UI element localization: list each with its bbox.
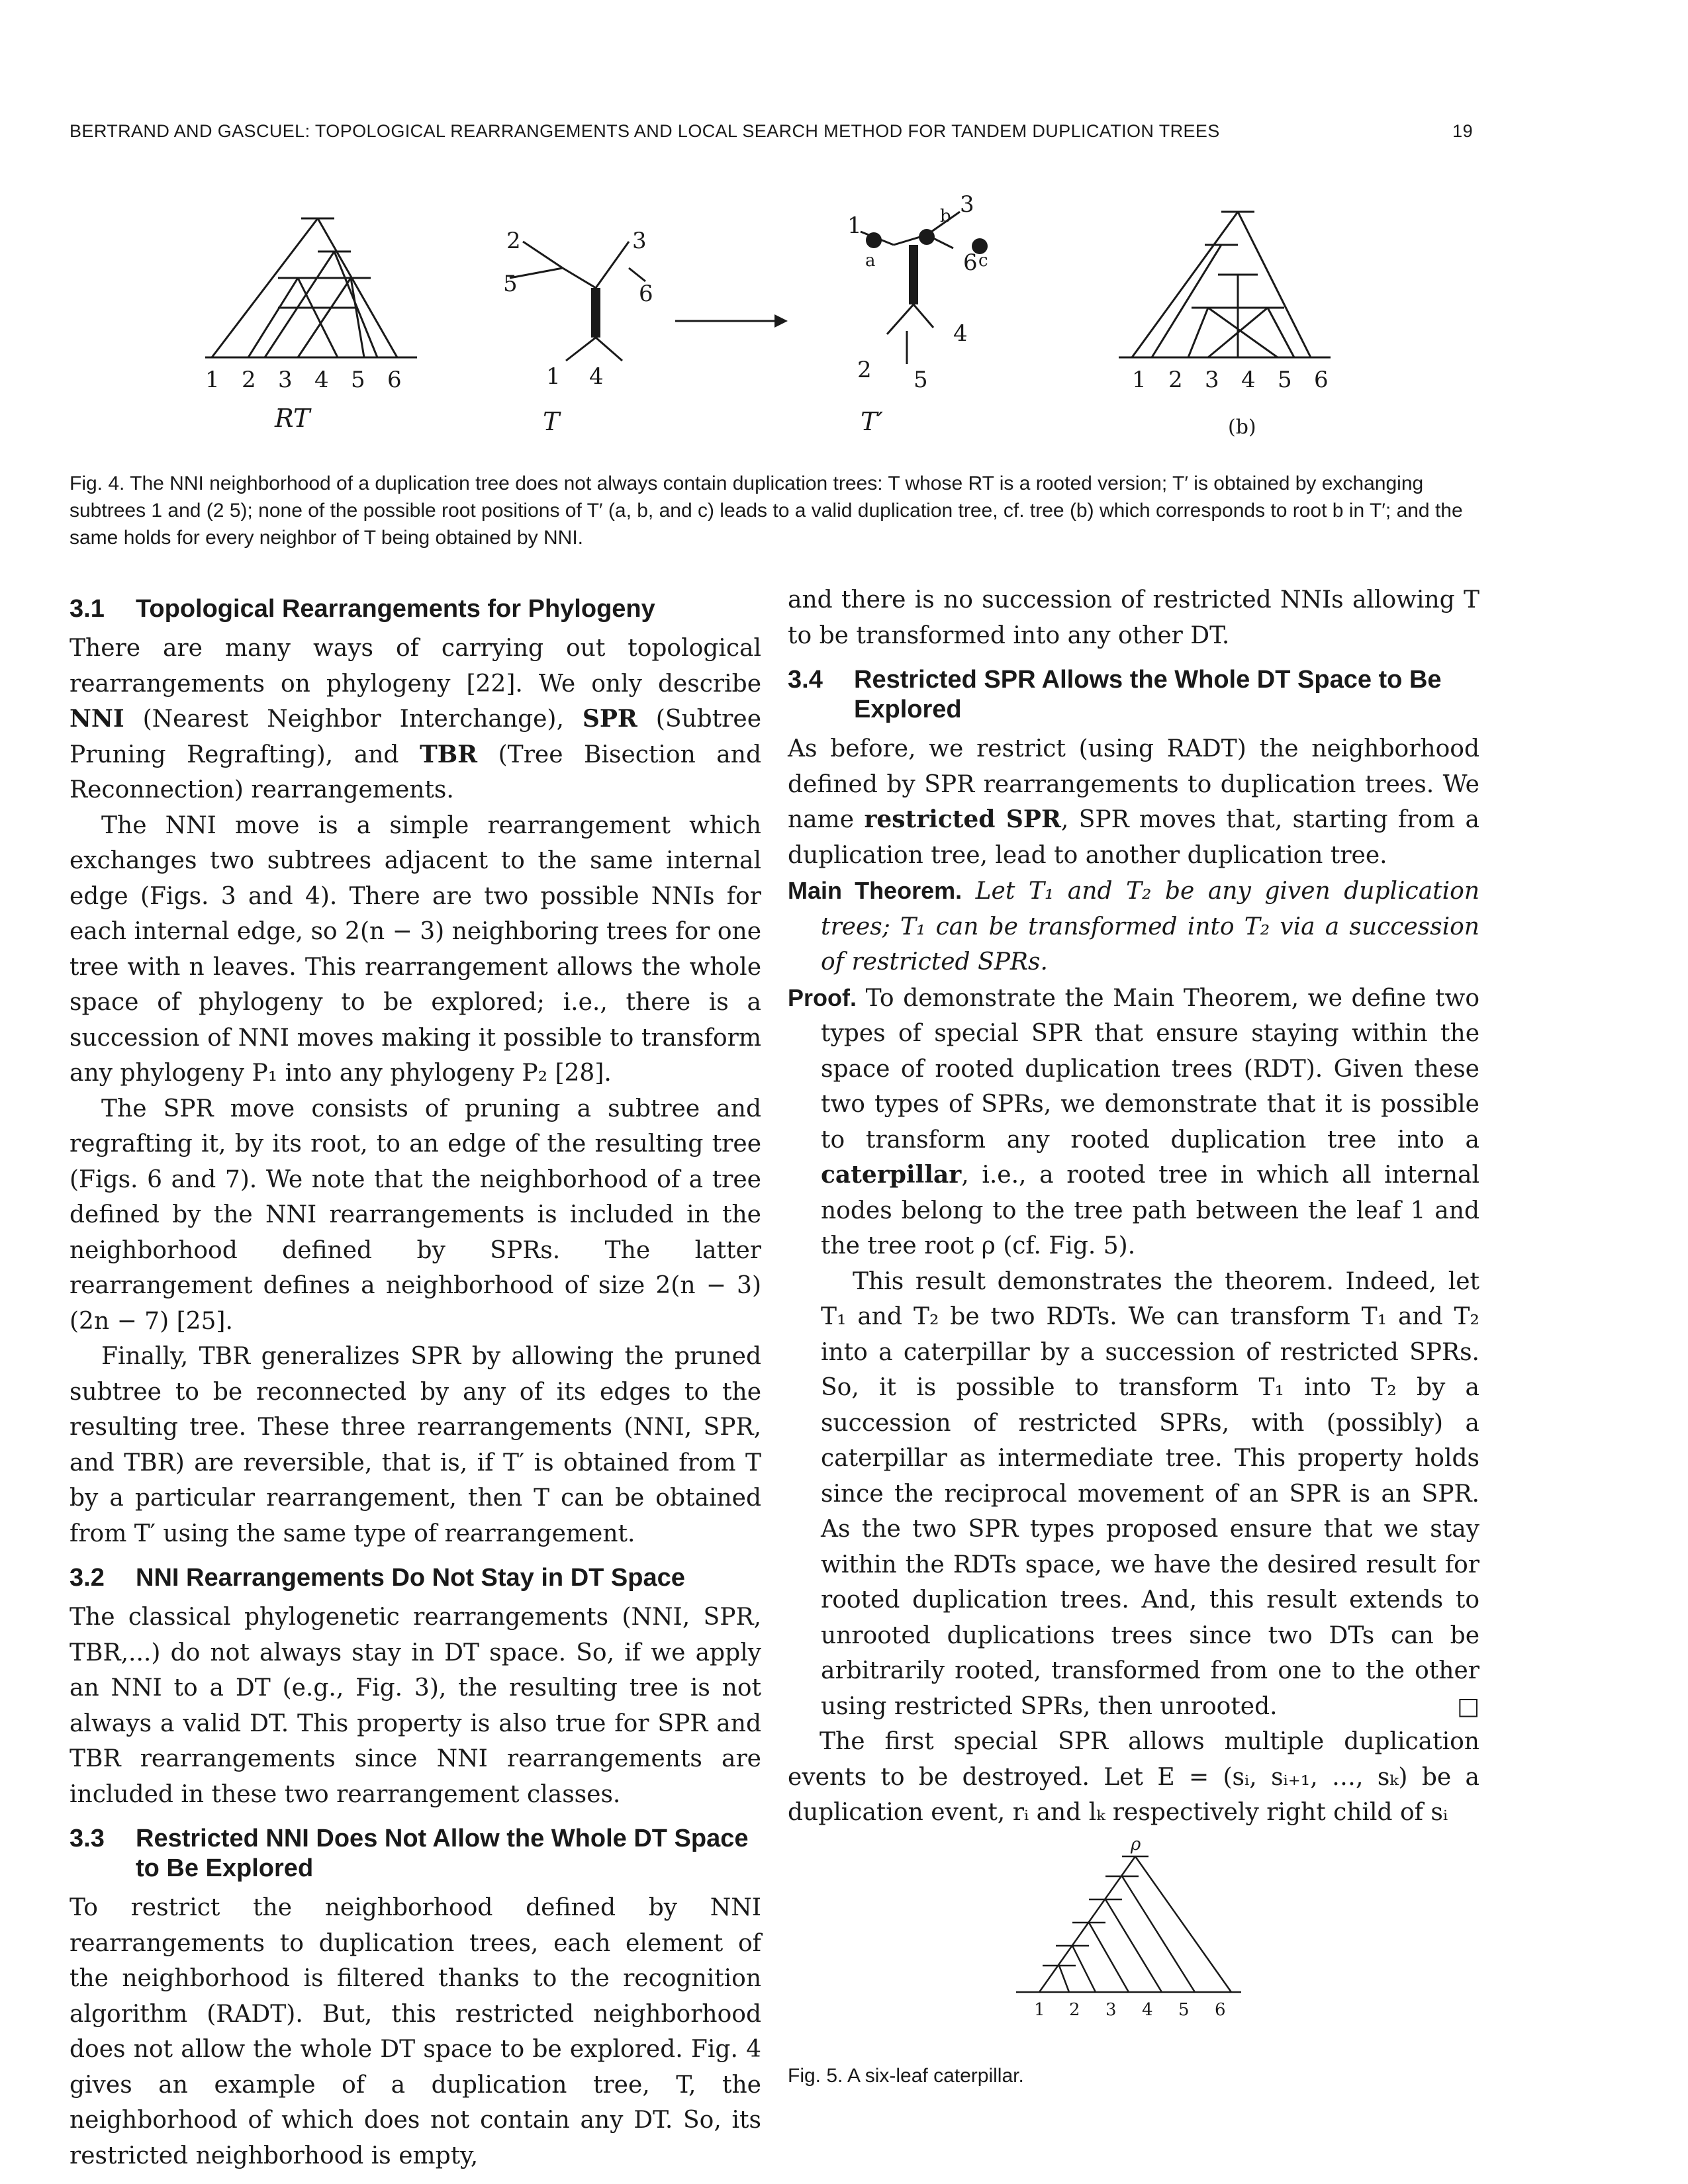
f5-leaf-3: 3 — [1105, 2000, 1117, 2020]
t-label: T — [543, 407, 560, 436]
paragraph-3: The SPR move consists of pruning a subtree and regrafting it, by its root, to an edge of the resulting tree (Figs. 6 and 7). We note that the neighborhood of a tree defined by the NNI rearrangements is included in the neighborhood defined by SPRs. The latter rearrangement defines a neighborhood of size 2(n − 3)(2n − 7) [25]. — [70, 1095, 761, 1335]
running-title: BERTRAND AND GASCUEL: TOPOLOGICAL REARRANGEMENTS AND LOCAL SEARCH METHOD FOR TANDEM DUPLICATION TREES — [70, 121, 1220, 141]
tp-leaf-3: 3 — [960, 192, 974, 218]
t-leaf-4: 4 — [589, 363, 604, 390]
rt-leaf-4: 4 — [314, 367, 329, 393]
f5-leaf-5: 5 — [1178, 2000, 1190, 2020]
main-theorem: Main Theorem. Let T₁ and T₂ be any given duplication trees; T₁ can be transformed into T₂ via a succession of restricted SPRs. — [788, 877, 1480, 976]
rt-leaf-3: 3 — [278, 367, 293, 393]
t-leaf-5: 5 — [503, 271, 518, 297]
tprime-label: T′ — [861, 407, 883, 436]
paragraph-10: The first special SPR allows multiple duplication events to be destroyed. Let E = (sᵢ, sᵢ₊₁, …, sₖ) be a duplication event, rᵢ and lₖ respectively right child of sᵢ — [788, 1728, 1479, 1826]
f5-leaf-2: 2 — [1069, 2000, 1080, 2020]
rt-leaf-2: 2 — [242, 367, 256, 393]
rt-leaf-5: 5 — [351, 367, 365, 393]
b-leaf-2: 2 — [1168, 367, 1183, 393]
section-3-4-heading: 3.4 Restricted SPR Allows the Whole DT Space to Be Explored — [788, 666, 1442, 723]
figure-5-caption: Fig. 5. A six-leaf caterpillar. — [788, 2065, 1024, 2087]
root-a: a — [865, 251, 876, 271]
paragraph-8: As before, we restrict (using RADT) the neighborhood defined by SPR rearrangements to duplication trees. We name restricted SPR, SPR moves that, starting from a duplication tree, lead to another duplication tree. — [788, 735, 1479, 869]
t-leaf-1: 1 — [546, 363, 561, 390]
left-column — [70, 582, 761, 2173]
tp-leaf-2: 2 — [857, 357, 872, 383]
figure-4-drawing — [192, 192, 1430, 457]
b-leaf-6: 6 — [1314, 367, 1329, 393]
section-3-3-heading: 3.3 Restricted NNI Does Not Allow the Whole DT Space to Be Explored — [70, 1825, 749, 1882]
tp-leaf-1: 1 — [847, 212, 862, 239]
t-leaf-6: 6 — [639, 281, 653, 307]
paragraph-9: This result demonstrates the theorem. Indeed, let T₁ and T₂ be two RDTs. We can transform T₁ and T₂ into a caterpillar by a succession of restricted SPRs. So, it is possible to transform T₁ into T₂ by a succession of restricted SPRs, with (possibly) a caterpillar as intermediate tree. This property holds since the reciprocal movement of an SPR is an SPR. As the two SPR types proposed ensure that we stay within the RDTs space, we have the desired result for rooted duplication trees. And, this result extends to unrooted duplications trees since two DTs can be arbitrarily rooted, transformed from one to the other using restricted SPRs, then unrooted. □ — [788, 1264, 1479, 1725]
b-leaf-4: 4 — [1241, 367, 1256, 393]
running-header — [70, 121, 1473, 142]
tp-leaf-5: 5 — [914, 367, 928, 393]
tp-leaf-4: 4 — [953, 320, 968, 347]
f5-leaf-1: 1 — [1034, 2000, 1045, 2020]
paragraph-5: The classical phylogenetic rearrangements (NNI, SPR, TBR,...) do not always stay in DT space. So, if we apply an NNI to a DT (e.g., Fig. 3), the resulting tree is not always a valid DT. This property is also true for SPR and TBR rearrangements since NNI rearrangements are included in these two rearrangement classes. — [70, 1604, 761, 1808]
section-3-2-heading: 3.2 NNI Rearrangements Do Not Stay in DT Space — [70, 1564, 685, 1592]
rt-leaf-6: 6 — [387, 367, 402, 393]
qed-symbol: □ — [1456, 1692, 1479, 1720]
paragraph-4: Finally, TBR generalizes SPR by allowing the pruned subtree to be reconnected by any of its edges to the resulting tree. These three rearrangements (NNI, SPR, and TBR) are reversible, that is, if T′ is obtained from T by a particular rearrangement, then T can be obtained from T′ using the same type of rearrangement. — [70, 1343, 761, 1547]
proof: Proof. To demonstrate the Main Theorem, we define two types of special SPR that ensure staying within the space of rooted duplication trees (RDT). Given these two types of SPRs, we demonstrate that it is possible to transform any rooted duplication tree into a caterpillar, i.e., a rooted tree in which all internal nodes belong to the tree path between the leaf 1 and the tree root ρ (cf. Fig. 5). — [788, 983, 1479, 1259]
b-leaf-5: 5 — [1278, 367, 1292, 393]
figure-4-caption: Fig. 4. The NNI neighborhood of a duplication tree does not always contain duplication trees: T whose RT is a rooted version; T′ is obtained by exchanging subtrees 1 and (2 5); none of the possible root positions of T′ (a, b, and c) leads to a valid duplication tree, cf. tree (b) which corresponds to root b in T′; and the same holds for every neighbor of T being obtained by NNI. — [70, 473, 1463, 549]
root-c: c — [978, 251, 988, 271]
t-leaf-3: 3 — [632, 228, 647, 254]
rt-leaf-1: 1 — [205, 367, 220, 393]
tp-leaf-6: 6 — [963, 250, 978, 276]
page-number: 19 — [1452, 121, 1473, 141]
f5-leaf-4: 4 — [1142, 2000, 1153, 2020]
b-leaf-1: 1 — [1132, 367, 1147, 393]
paragraph-2: The NNI move is a simple rearrangement which exchanges two subtrees adjacent to the same internal edge (Figs. 3 and 4). There are two possible NNIs for each internal edge, so 2(n − 3) neighboring trees for one tree with n leaves. This rearrangement allows the whole space of phylogeny to be explored; i.e., there is a succession of NNI moves making it possible to transform any phylogeny P₁ into any phylogeny P₂ [28]. — [70, 811, 761, 1087]
figure-4 — [192, 192, 1430, 457]
rt-label: RT — [275, 404, 310, 433]
rho-label: ρ — [1131, 1835, 1141, 1854]
right-column — [788, 582, 1479, 1831]
t-leaf-2: 2 — [506, 228, 521, 254]
paragraph-1: There are many ways of carrying out topological rearrangements on phylogeny [22]. We only describe NNI (Nearest Neighbor Interchange), SPR (Subtree Pruning Regrafting), and TBR (Tree Bisection and Reconnection) rearrangements. — [70, 635, 761, 803]
figure-5 — [1013, 1833, 1244, 2025]
paragraph-7: and there is no succession of restricted NNIs allowing T to be transformed into any other DT. — [788, 586, 1479, 649]
figure-5-drawing — [1013, 1833, 1244, 2025]
section-3-1-heading: 3.1 Topological Rearrangements for Phylogeny — [70, 595, 655, 623]
root-b: b — [940, 206, 951, 226]
f5-leaf-6: 6 — [1215, 2000, 1226, 2020]
b-leaf-3: 3 — [1205, 367, 1219, 393]
b-panel-label: (b) — [1228, 416, 1256, 439]
paragraph-6: To restrict the neighborhood defined by NNI rearrangements to duplication trees, each element of the neighborhood is filtered thanks to the recognition algorithm (RADT). But, this restricted neighborhood does not allow the whole DT space to be explored. Fig. 4 gives an example of a duplication tree, T, the neighborhood of which does not contain any DT. So, its restricted neighborhood is empty, — [70, 1894, 761, 2169]
